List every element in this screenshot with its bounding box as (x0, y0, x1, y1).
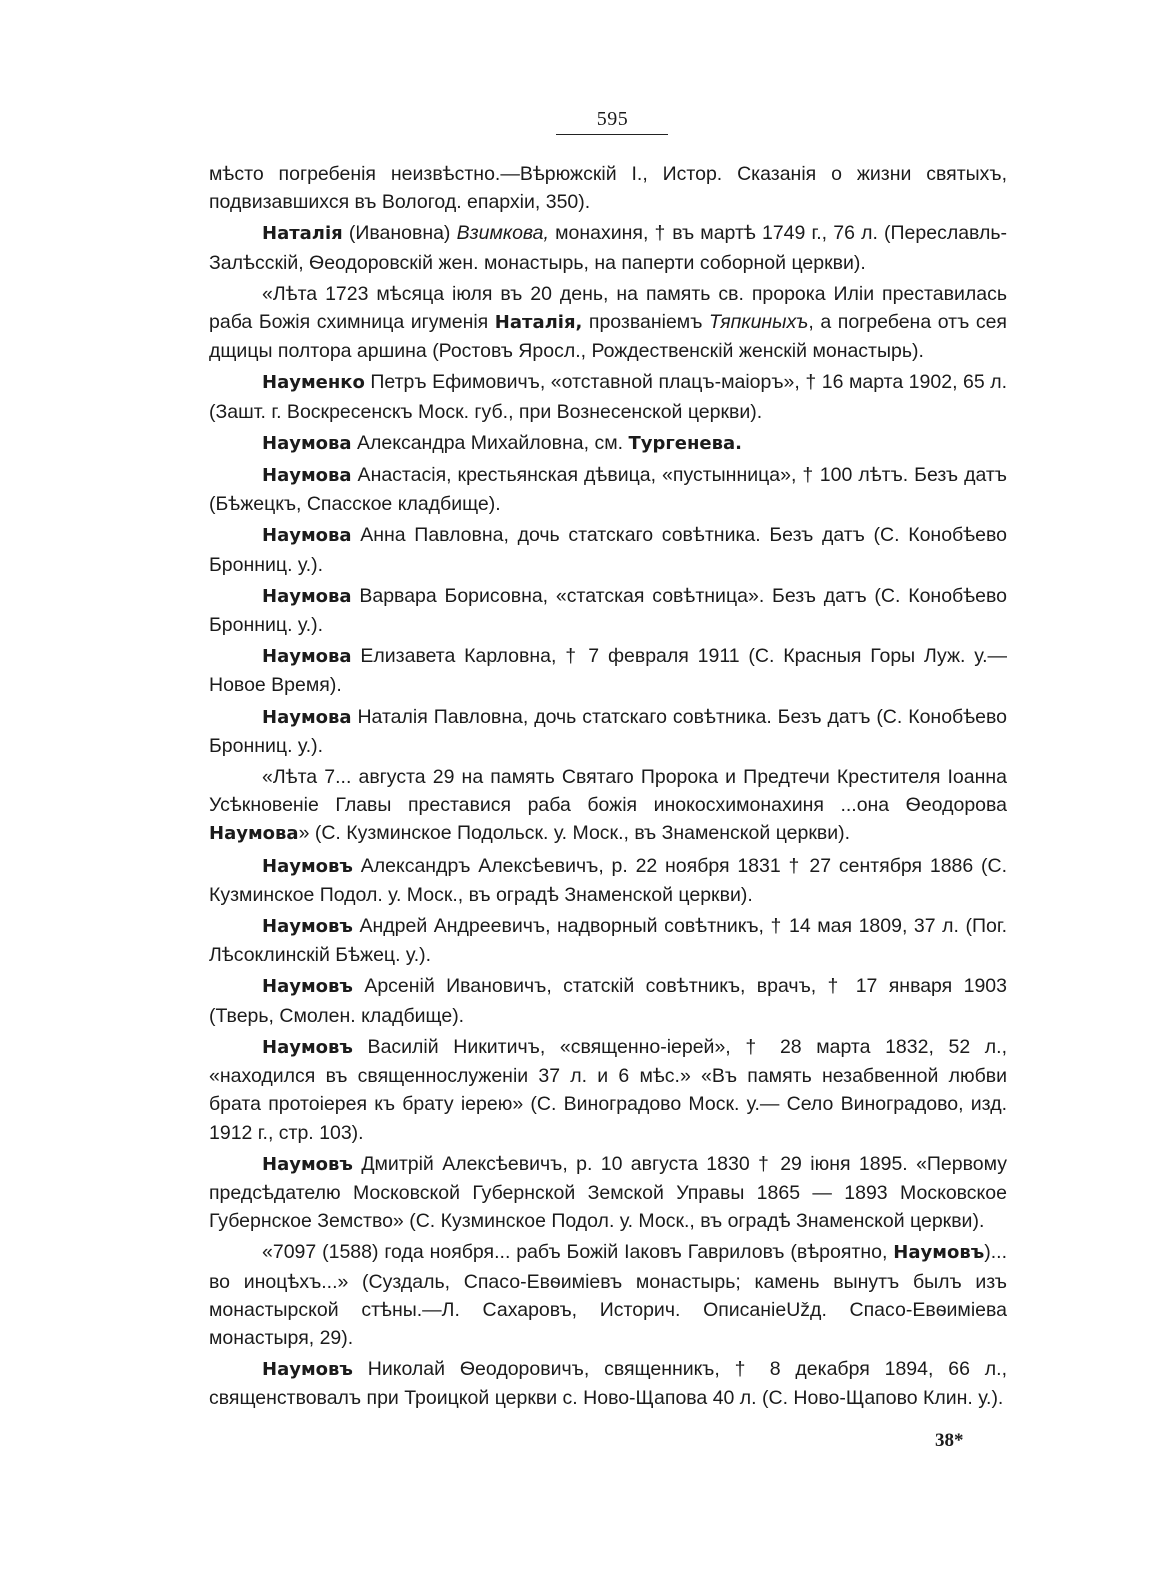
entry-text: Дмитрій Алексѣевичъ, р. 10 августа 1830 † 29 іюня 1895. «Первому предсѣдателю Московской Губернской Земской Управы 1865 — 1893 Московское Губернское Земство» (С. Кузминское Подол. у. Моск., въ оградѣ Знаменской церкви). (209, 1152, 1007, 1233)
entry-name: Наумова (262, 646, 352, 668)
paragraph (209, 1150, 1007, 1236)
entry-name: Наталія, (494, 312, 583, 334)
paragraph (209, 160, 1007, 216)
quote-text: «7097 (1588) года ноября... рабъ Божій Іаковъ Гавриловъ (вѣроятно, (262, 1241, 894, 1264)
paragraph (209, 368, 1007, 425)
entry-name: Наумовъ (262, 976, 353, 998)
page-body (209, 160, 1007, 1416)
quote-text: «Лѣта 7... августа 29 на память Святаго Пророка и Предтечи Крестителя Іоанна Усѣкновеніе Главы преставися раба божія инокосхимонахиня ...она Ѳеодорова (209, 766, 1007, 817)
entry-name: Наумова (209, 823, 299, 845)
paragraph (209, 703, 1007, 760)
quote-text: » (С. Кузминское Подольск. у. Моск., въ Знаменской церкви). (298, 822, 851, 845)
entry-text: Елизавета Карловна, † 7 февраля 1911 (С. Красныя Горы Луж. у.—Новое Время). (209, 645, 1007, 697)
entry-name: Наумова (262, 585, 352, 607)
entry-text: монахиня, † въ мартѣ 1749 г., 76 л. (Переславль-Залѣсскій, Ѳеодоровскій жен. монастырь, на паперти соборной церкви). (209, 222, 1007, 274)
paragraph (209, 1355, 1007, 1412)
header-rule (556, 134, 668, 135)
paragraph (209, 429, 1007, 458)
paragraph (209, 852, 1007, 909)
quote-text: , а погребена отъ сея дщицы полтора аршина (Ростовъ Яросл., Рождественскій женскій монастырь). (209, 311, 1007, 363)
entry-name: Наумова (262, 465, 352, 487)
entry-text: Василій Никитичъ, «священно-іерей», † 28 марта 1832, 52 л., «находился въ священнослуженіи 37 л. и 6 мѣс.» «Въ память незабвенной любви брата протоіерея къ брату іерею» (С. Виноградово Моск. у.— Село Виноградово, изд. 1912 г., стр. 103). (209, 1035, 1007, 1144)
paragraph (209, 582, 1007, 639)
entry-text: Андрей Андреевичъ, надворный совѣтникъ, † 14 мая 1809, 37 л. (Пог. Лѣсоклинскій Бѣжец. у.). (209, 915, 1007, 967)
printer-signature-mark: 38* (935, 1430, 964, 1451)
quote-text: прозваніемъ (582, 311, 709, 334)
entry-text: (Ивановна) (342, 222, 457, 245)
page-number: 595 (596, 108, 629, 130)
entry-text: Петръ Ефимовичъ, «отставной плацъ-маіоръ», † 16 марта 1902, 65 л. (Зашт. г. Воскресенскъ Моск. губ., при Вознесенской церкви). (209, 371, 1007, 423)
paragraph (209, 521, 1007, 578)
entry-name: Наталія (262, 223, 343, 245)
entry-name: Наумова (262, 706, 352, 728)
entry-name: Наумовъ (262, 855, 353, 877)
paragraph (209, 912, 1007, 969)
entry-surname: Тяпкиныхъ (708, 311, 809, 334)
entry-name: Наумова (262, 432, 352, 454)
entry-name: Наумовъ (893, 1242, 985, 1264)
quote-text: «Лѣта 1723 мѣсяца іюля въ 20 день, на память св. пророка Иліи преставилась раба Божія схимница игуменія (209, 282, 1007, 334)
paragraph (209, 642, 1007, 699)
entry-text: Александра Михайловна, см. (351, 431, 629, 454)
entry-text: Наталія Павловна, дочь статскаго совѣтника. Безъ датъ (С. Конобѣево Бронниц. у.). (209, 705, 1007, 757)
entry-name: Наумовъ (262, 1036, 353, 1058)
entry-name: Наумовъ (262, 1153, 353, 1175)
paragraph (209, 972, 1007, 1029)
entry-text: Анастасія, крестьянская дѣвица, «пустынница», † 100 лѣтъ. Безъ датъ (Бѣжецкъ, Спасское кладбище). (209, 464, 1007, 516)
entry-text: Анна Павловна, дочь статскаго совѣтника. Безъ датъ (С. Конобѣево Бронниц. у.). (209, 524, 1007, 576)
entry-name: Науменко (262, 372, 365, 394)
entry-text: Арсеній Ивановичъ, статскій совѣтникъ, врачъ, † 17 января 1903 (Тверь, Смолен. кладбище). (209, 975, 1007, 1027)
entry-text: Александръ Алексѣевичъ, р. 22 ноября 1831 † 27 сентября 1886 (С. Кузминское Подол. у. Моск., въ оградѣ Знаменской церкви). (209, 854, 1007, 906)
cross-reference: Тургенева. (628, 432, 742, 454)
paragraph (209, 1033, 1007, 1147)
entry-name: Наумовъ (262, 916, 353, 938)
entry-name: Наумовъ (262, 1359, 353, 1381)
entry-text: Николай Ѳеодоровичъ, священникъ, † 8 декабря 1894, 66 л., священствовалъ при Троицкой церкви с. Ново-Щапова 40 л. (С. Ново-Щапово Клин. у.). (209, 1358, 1007, 1410)
entry-text: Варвара Борисовна, «статская совѣтница». Безъ датъ (С. Конобѣево Бронниц. у.). (209, 584, 1007, 637)
entry-surname: Взимкова, (456, 222, 549, 245)
paragraph (209, 219, 1007, 276)
paragraph (209, 1238, 1007, 1352)
paragraph (209, 280, 1007, 366)
quote-text: )... во иноцѣхъ...» (Суздаль, Спасо-Евѳиміевъ монастырь; камень вынутъ былъ изъ монастырской стѣны.—Л. Сахаровъ, Историч. ОписаніеUžд. Спасо-Евѳиміева монастыря, 29). (209, 1241, 1007, 1349)
paragraph-text: мѣсто погребенія неизвѣстно.—Вѣрюжскій І., Истор. Сказанія о жизни святыхъ, подвизавшихся въ Вологод. епархіи, 350). (209, 163, 1007, 214)
paragraph (209, 763, 1007, 849)
entry-name: Наумова (262, 525, 352, 547)
paragraph (209, 461, 1007, 518)
